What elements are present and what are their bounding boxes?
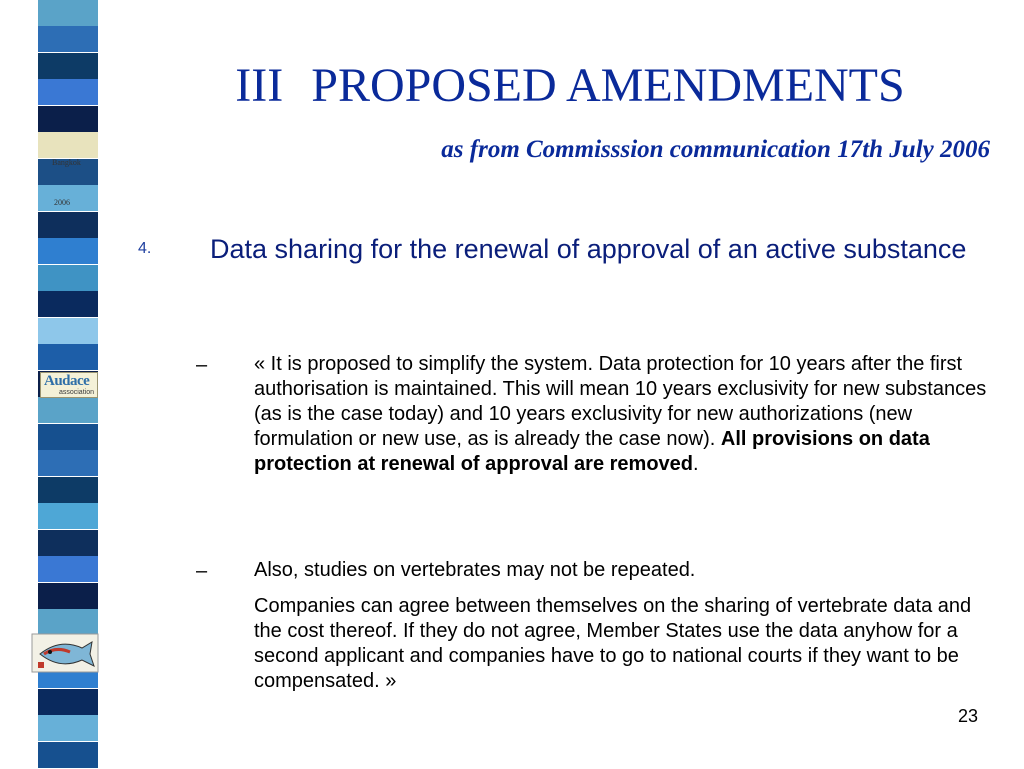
sidebar-strip: [38, 503, 98, 530]
sidebar-strip: [38, 0, 98, 27]
sidebar-strip: [38, 450, 98, 477]
sidebar-strip: [38, 132, 98, 159]
sidebar-strip: [38, 530, 98, 557]
page-number: 23: [958, 706, 979, 726]
sidebar-strip: [38, 477, 98, 504]
bullet-dash: –: [196, 560, 208, 582]
sidebar-strip: [38, 79, 98, 106]
sidebar-city-label: Bangkok: [52, 158, 81, 167]
sidebar-strip: [38, 715, 98, 742]
bullet-paragraph-2: Also, studies on vertebrates may not be repeated.: [254, 559, 696, 581]
sidebar-strip: [38, 291, 98, 318]
sidebar-strip: [38, 397, 98, 424]
sidebar-strip: [38, 742, 98, 769]
audace-logo: [40, 372, 98, 398]
bullet-text: « It is proposed to simplify the system. Data protection for 10 years after the first authorisation is maintained. This will mean 10 years exclusivity for new substances (as is the case today) and 10 years exclusivity for new authorizations (new formulation or new use, as is already the case now).: [254, 353, 987, 450]
sidebar-strip: [38, 26, 98, 53]
sidebar-strip: [38, 106, 98, 133]
bullet-end-text: .: [693, 453, 699, 475]
audace-logo-text: Audace: [44, 373, 90, 389]
continuation-paragraph: Companies can agree between themselves on the sharing of vertebrate data and the cost thereof. If they do not agree, Member States use the data anyhow for a second applicant and companies have to go to national courts if they want to be compensated. »: [254, 595, 972, 692]
audace-logo-subtext: association: [58, 389, 94, 396]
sidebar-strip: [38, 318, 98, 345]
list-item-title: Data sharing for the renewal of approval of an active substance: [210, 234, 967, 264]
sidebar-strip: [38, 689, 98, 716]
sidebar-strip: [38, 583, 98, 610]
slide-subtitle: as from Commisssion communication 17th July 2006: [441, 136, 990, 163]
slide-title: [140, 58, 1000, 113]
fish-logo-icon: [30, 632, 100, 674]
sidebar-year-label: 2006: [54, 198, 70, 207]
sidebar-strip: [38, 556, 98, 583]
sidebar-strip: [38, 424, 98, 451]
sidebar-strip: [38, 344, 98, 371]
sidebar-strip: [38, 265, 98, 292]
title-text: PROPOSED AMENDMENTS: [311, 59, 905, 112]
bullet-bold-text: All provisions on data protection at renewal of approval are removed: [254, 428, 930, 475]
sidebar-strip: [38, 53, 98, 80]
title-section-number: III: [235, 59, 284, 112]
bullet-dash: –: [196, 354, 208, 376]
list-item-number: 4.: [138, 240, 152, 257]
sidebar-strip: [38, 212, 98, 239]
sidebar-strip: [38, 238, 98, 265]
bullet-paragraph-1: [254, 352, 989, 477]
